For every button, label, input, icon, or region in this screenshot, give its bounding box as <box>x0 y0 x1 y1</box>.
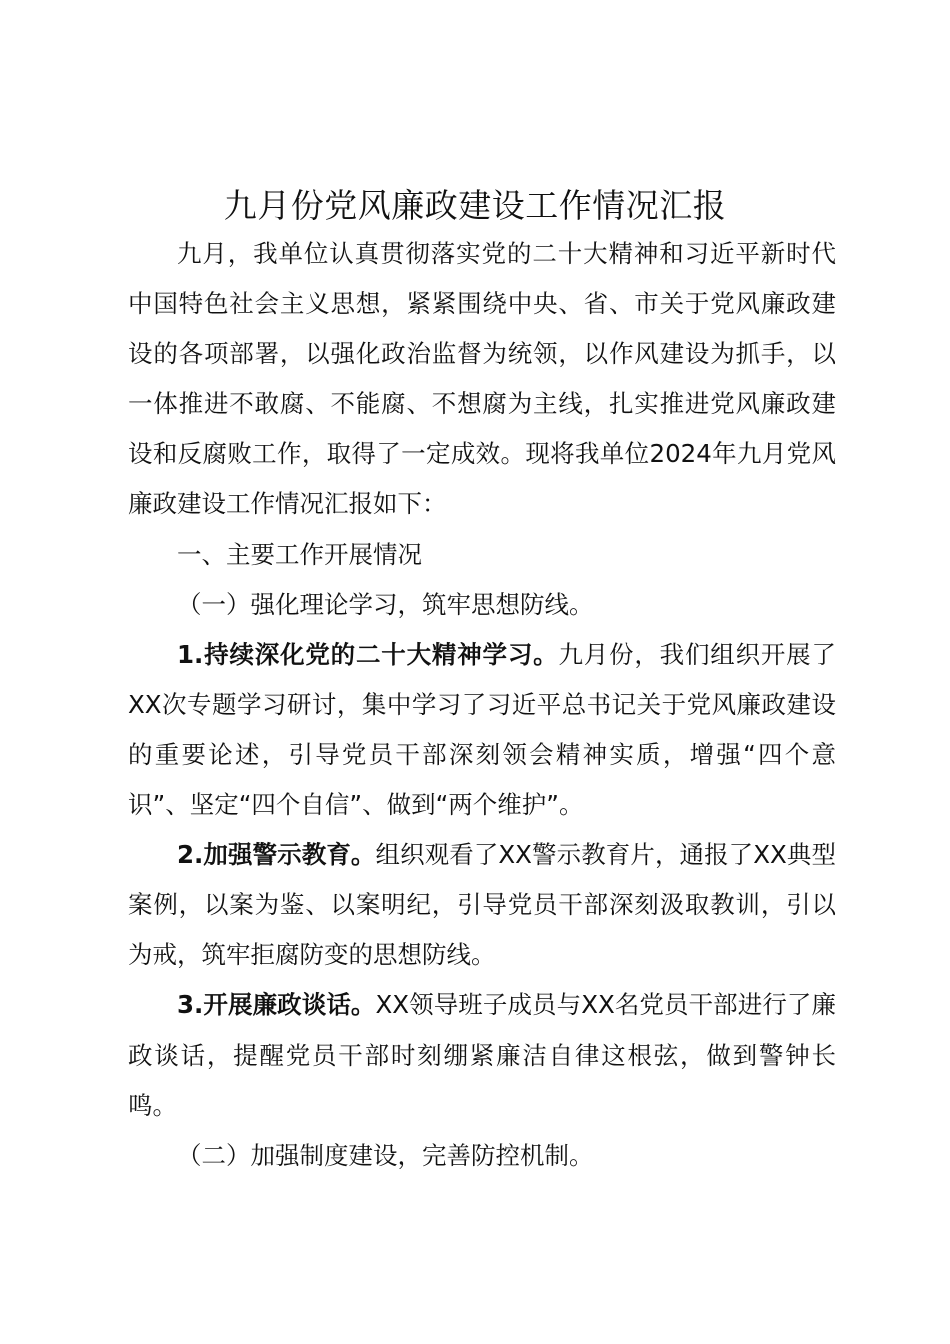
item-paragraph-1 <box>128 630 836 830</box>
section-heading-1: 一、主要工作开展情况 <box>177 539 422 569</box>
item-3-lead: 3.开展廉政谈话。 <box>177 990 376 1020</box>
item-paragraph-2 <box>128 830 836 980</box>
item-paragraph-3 <box>128 980 836 1130</box>
item-1-text: 九月份，我们组织开展了XX次专题学习研讨，集中学习了习近平总书记关于党风廉政建设的重要论述，引导党员干部深刻领会精神实质，增强“四个意识”、坚定“四个自信”、做到“两个维护”。 <box>128 639 836 820</box>
intro-paragraph: 九月，我单位认真贯彻落实党的二十大精神和习近平新时代中国特色社会主义思想，紧紧围绕中央、省、市关于党风廉政建设的各项部署，以强化政治监督为统领，以作风建设为抓手，以一体推进不敢腐、不能腐、不想腐为主线，扎实推进党风廉政建设和反腐败工作，取得了一定成效。现将我单位2024年九月党风廉政建设工作情况汇报如下： <box>128 239 836 519</box>
subsection-heading-2: （二）加强制度建设，完善防控机制。 <box>177 1140 594 1170</box>
document-body <box>128 229 836 1181</box>
document-title: 九月份党风廉政建设工作情况汇报 <box>223 186 727 225</box>
item-2-lead: 2.加强警示教育。 <box>177 840 376 870</box>
item-3-text: XX领导班子成员与XX名党员干部进行了廉政谈话，提醒党员干部时刻绷紧廉洁自律这根弦，做到警钟长鸣。 <box>128 990 836 1120</box>
item-1-lead: 1.持续深化党的二十大精神学习。 <box>177 639 559 669</box>
item-2-text: 组织观看了XX警示教育片，通报了XX典型案例，以案为鉴、以案明纪，引导党员干部深刻汲取教训，引以为戒，筑牢拒腐防变的思想防线。 <box>128 840 836 970</box>
subsection-heading-1: （一）强化理论学习，筑牢思想防线。 <box>177 589 594 619</box>
